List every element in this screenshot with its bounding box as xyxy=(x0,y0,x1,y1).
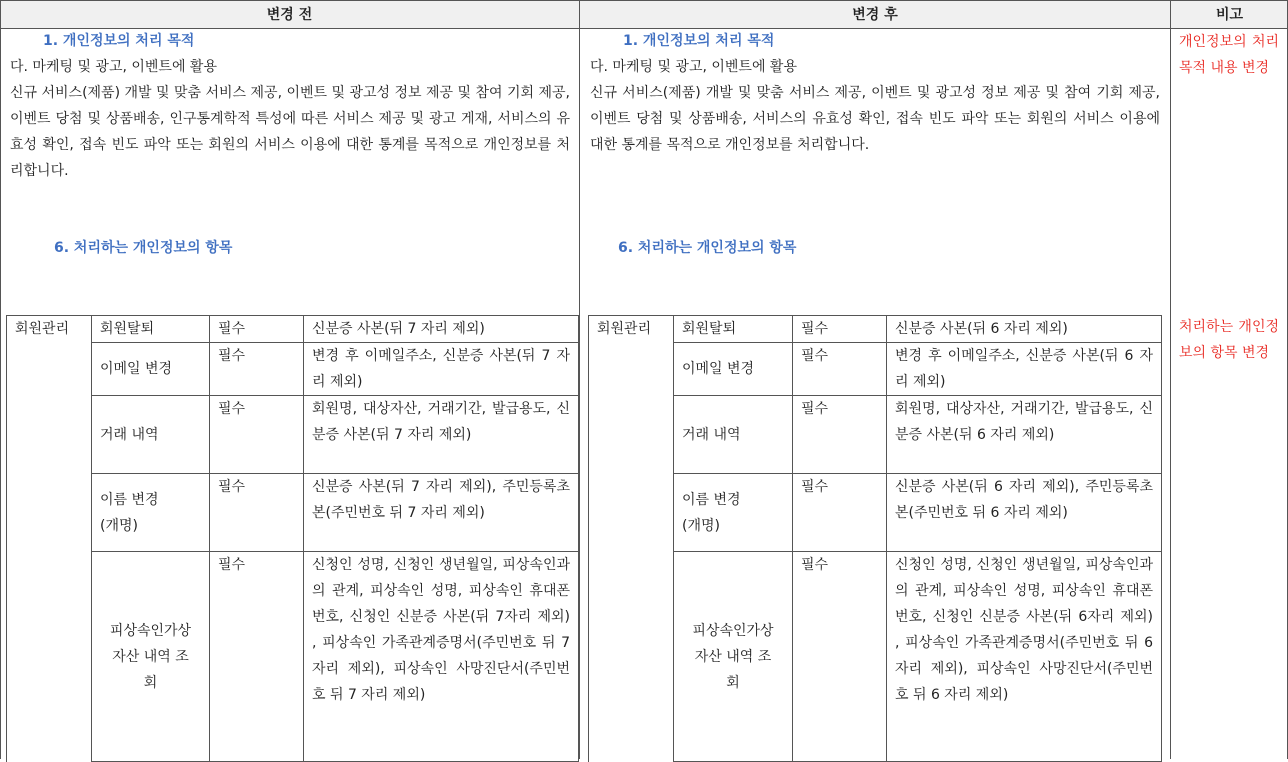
req-cell: 필수 xyxy=(793,316,887,343)
req-cell: 필수 xyxy=(210,316,304,343)
item-cell: 이름 변경(개명) xyxy=(674,474,793,552)
item-cell: 이름 변경(개명) xyxy=(92,474,210,552)
detail-cell: 신청인 성명, 신청인 생년월일, 피상속인과의 관계, 피상속인 성명, 피상속인 휴대폰번호, 신청인 신분증 사본(뒤 6자리 제외) , 피상속인 가족관계증명서(주민번호 뒤 6자리 제외), 피상속인 사망진단서(주민번호 뒤 6 자리 제외) xyxy=(887,552,1162,762)
header-after: 변경 후 xyxy=(580,0,1170,28)
header-note: 비고 xyxy=(1171,0,1288,28)
before-paragraph: 신규 서비스(제품) 개발 및 맞춤 서비스 제공, 이벤트 및 광고성 정보 제공 및 참여 기회 제공, 이벤트 당첨 및 상품배송, 인구통계학적 특성에 따른 서비스 제공 및 광고 게재, 서비스의 유효성 확인, 접속 빈도 파악 또는 회원의 서비스 이용에 대한 통계를 목적으로 개인정보를 처리합니다. xyxy=(10,85,570,179)
req-cell: 필수 xyxy=(793,343,887,396)
table-row xyxy=(589,552,1162,762)
left-border xyxy=(0,0,1,759)
after-subheading: 다. 마케팅 및 광고, 이벤트에 활용 xyxy=(590,59,797,75)
table-row xyxy=(589,396,1162,474)
item-cell: 피상속인가상 자산 내역 조회 xyxy=(92,552,210,762)
req-cell: 필수 xyxy=(793,396,887,474)
item-cell: 이메일 변경 xyxy=(92,343,210,396)
before-items-table xyxy=(6,315,579,762)
item-cell: 거래 내역 xyxy=(92,396,210,474)
after-paragraph: 신규 서비스(제품) 개발 및 맞춤 서비스 제공, 이벤트 및 광고성 정보 제공 및 참여 기회 제공, 이벤트 당첨 및 상품배송, 서비스의 유효성 확인, 접속 빈도 파악 또는 회원의 서비스 이용에 대한 통계를 목적으로 개인정보를 처리합니다. xyxy=(590,85,1160,153)
table-row xyxy=(589,343,1162,396)
before-column xyxy=(10,29,570,184)
table-row xyxy=(589,474,1162,552)
table-row xyxy=(7,552,579,762)
table-row xyxy=(7,396,579,474)
category-cell: 회원관리 xyxy=(589,316,674,762)
after-section6-title: 6. 처리하는 개인정보의 항목 xyxy=(618,240,797,256)
item-cell: 거래 내역 xyxy=(674,396,793,474)
req-cell: 필수 xyxy=(210,474,304,552)
before-subheading: 다. 마케팅 및 광고, 이벤트에 활용 xyxy=(10,59,217,75)
column-divider-2 xyxy=(1170,0,1171,759)
table-row xyxy=(7,316,579,343)
category-cell: 회원관리 xyxy=(7,316,92,762)
detail-cell: 신분증 사본(뒤 7 자리 제외) xyxy=(304,316,579,343)
detail-cell: 회원명, 대상자산, 거래기간, 발급용도, 신분증 사본(뒤 6 자리 제외) xyxy=(887,396,1162,474)
column-divider-1 xyxy=(579,0,580,759)
req-cell: 필수 xyxy=(793,552,887,762)
req-cell: 필수 xyxy=(210,552,304,762)
detail-cell: 회원명, 대상자산, 거래기간, 발급용도, 신분증 사본(뒤 7 자리 제외) xyxy=(304,396,579,474)
note-items-change: 처리하는 개인정보의 항목 변경 xyxy=(1179,319,1279,361)
detail-cell: 신청인 성명, 신청인 생년월일, 피상속인과의 관계, 피상속인 성명, 피상속인 휴대폰번호, 신청인 신분증 사본(뒤 7자리 제외) , 피상속인 가족관계증명서(주민번호 뒤 7자리 제외), 피상속인 사망진단서(주민번호 뒤 7 자리 제외) xyxy=(304,552,579,762)
table-row xyxy=(7,474,579,552)
detail-cell: 변경 후 이메일주소, 신분증 사본(뒤 7 자리 제외) xyxy=(304,343,579,396)
detail-cell: 변경 후 이메일주소, 신분증 사본(뒤 6 자리 제외) xyxy=(887,343,1162,396)
after-section1-title: 1. 개인정보의 처리 목적 xyxy=(623,33,775,49)
before-section1-title: 1. 개인정보의 처리 목적 xyxy=(43,33,195,49)
before-section6-title: 6. 처리하는 개인정보의 항목 xyxy=(54,240,233,256)
req-cell: 필수 xyxy=(210,343,304,396)
after-items-table xyxy=(588,315,1162,762)
item-cell: 회원탈퇴 xyxy=(674,316,793,343)
top-border xyxy=(0,0,1288,1)
header-before: 변경 전 xyxy=(0,0,579,28)
req-cell: 필수 xyxy=(210,396,304,474)
after-column xyxy=(590,29,1160,158)
detail-cell: 신분증 사본(뒤 7 자리 제외), 주민등록초본(주민번호 뒤 7 자리 제외) xyxy=(304,474,579,552)
item-cell: 피상속인가상 자산 내역 조회 xyxy=(674,552,793,762)
item-cell: 회원탈퇴 xyxy=(92,316,210,343)
req-cell: 필수 xyxy=(793,474,887,552)
table-row xyxy=(589,316,1162,343)
item-cell: 이메일 변경 xyxy=(674,343,793,396)
table-row xyxy=(7,343,579,396)
detail-cell: 신분증 사본(뒤 6 자리 제외) xyxy=(887,316,1162,343)
note-purpose-change: 개인정보의 처리 목적 내용 변경 xyxy=(1179,34,1279,76)
detail-cell: 신분증 사본(뒤 6 자리 제외), 주민등록초본(주민번호 뒤 6 자리 제외) xyxy=(887,474,1162,552)
